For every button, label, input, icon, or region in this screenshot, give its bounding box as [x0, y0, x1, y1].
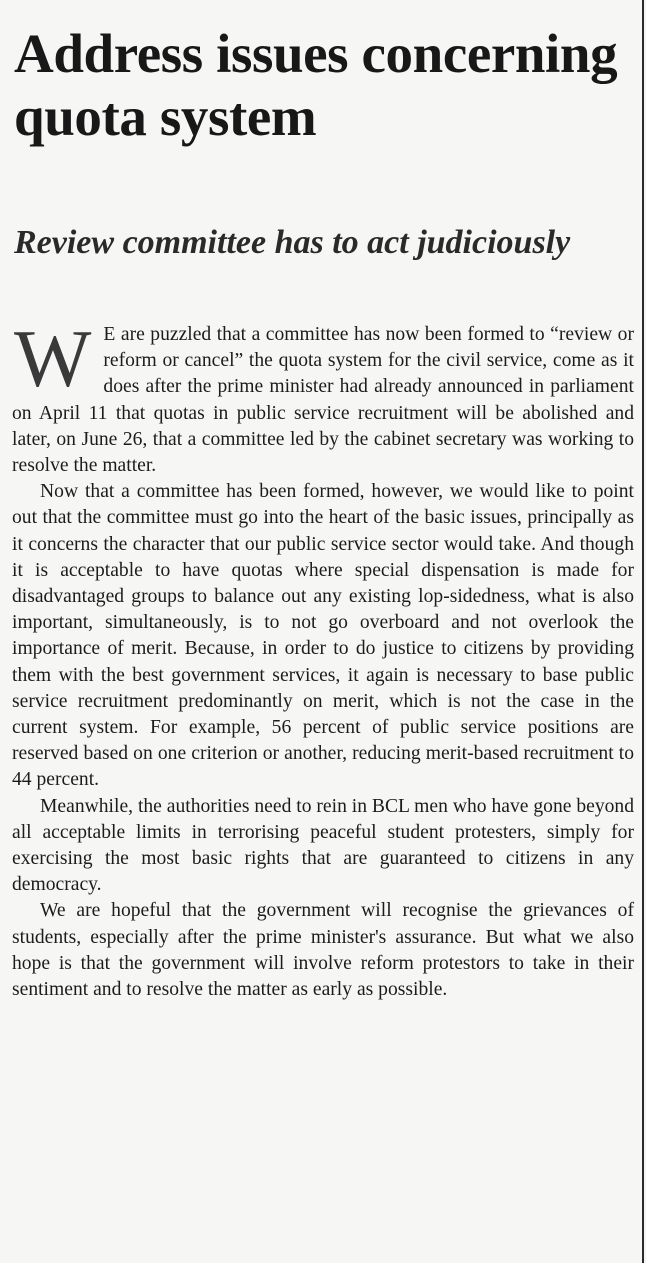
body-paragraph: Meanwhile, the authorities need to rein in BCL men who have gone beyond all acceptable limits in terrorising peaceful student protesters, simply for exercising the most basic rights that are guaranteed to citizens in any democracy. [12, 795, 635, 896]
body-paragraph: We are hopeful that the government will recognise the grievances of students, especially after the prime minister's assurance. But what we also hope is that the government will involve reform protestors to take in their sentiment and to resolve the matter as early as possible. [12, 900, 634, 1001]
drop-cap: W [14, 313, 92, 404]
headline: Address issues concerning quota system [14, 23, 618, 147]
lead-paragraph-text: E are puzzled that a committee has now been formed to “review or reform or cancel” the quota system for the civil service, come as it does after the prime minister had already announced in parliament on April 11 that quotas in public service recruitment will be abolished and later, on June 26, that a committee led by the cabinet secretary was working to resolve the matter. [12, 324, 634, 477]
lead-paragraph [12, 313, 634, 479]
page-margin [646, 0, 652, 1263]
subhead: Review committee has to act judiciously [14, 224, 571, 261]
article-body [12, 313, 635, 1003]
body-paragraph: Now that a committee has been formed, however, we would like to point out that the committee must go into the heart of the basic issues, principally as it concerns the character that our public service sector would take. And though it is acceptable to have quotas where special dispensation is made for disadvantaged groups to balance out any existing lop-sidedness, what is also important, simultaneously, is to not go overboard and not overlook the importance of merit. Because, in order to do justice to citizens by providing them with the best government services, it again is necessary to base public service recruitment predominantly on merit, which is not the case in the current system. For example, 56 percent of public service positions are reserved based on one criterion or another, reducing merit-based recruitment to 44 percent. [12, 481, 634, 791]
